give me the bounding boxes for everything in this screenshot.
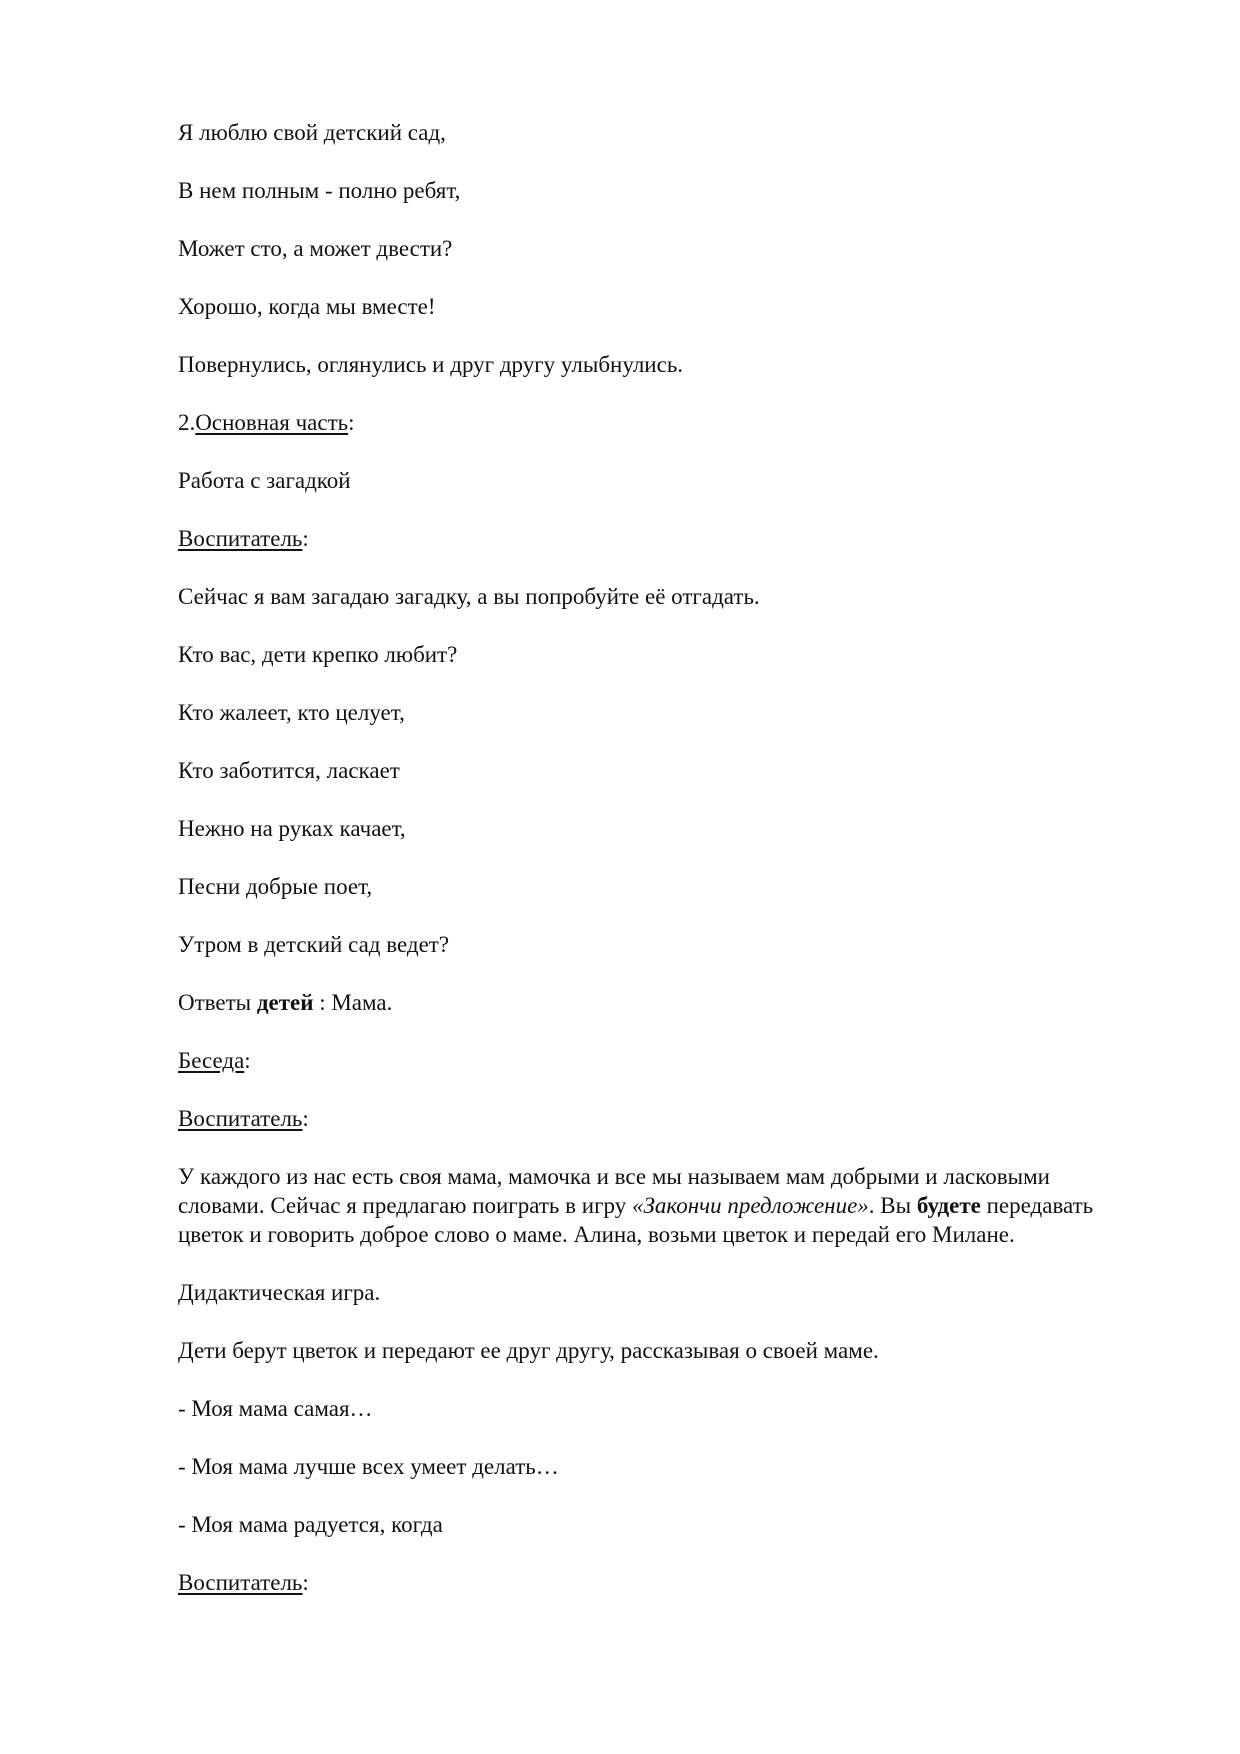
- riddle-heading: Работа с загадкой: [178, 468, 351, 493]
- prompt-line: - Моя мама лучше всех умеет делать…: [178, 1454, 559, 1479]
- poem-line: Может сто, а может двести?: [178, 236, 453, 261]
- prompt-line: - Моя мама радуется, когда: [178, 1512, 443, 1537]
- game-name: «Закончи предложение»: [631, 1193, 869, 1218]
- riddle-line: Песни добрые поет,: [178, 874, 373, 899]
- emphasis-word: будете: [916, 1193, 981, 1218]
- section-heading-main: [178, 408, 1138, 437]
- conversation-heading: Беседа:: [178, 1048, 251, 1073]
- answer-bold: детей: [256, 990, 314, 1015]
- didactic-game-heading: Дидактическая игра.: [178, 1280, 381, 1305]
- game-paragraph: У каждого из нас есть своя мама, мамочка и все мы называем мам добрыми и ласковыми словами. Сейчас я предлагаю поиграть в игру «Закончи предложение». Вы будете передавать цветок и говорить доброе слово о маме. Алина, возьми цветок и передай его Милане.: [178, 1164, 1094, 1247]
- poem-line: Хорошо, когда мы вместе!: [178, 294, 436, 319]
- children-action: Дети берут цветок и передают ее друг другу, рассказывая о своей маме.: [178, 1338, 879, 1363]
- prompt-line: - Моя мама самая…: [178, 1396, 373, 1421]
- children-answer: Ответы детей : Мама.: [178, 990, 393, 1015]
- section-number: 2.: [178, 410, 196, 435]
- conversation-title: Беседа: [178, 1048, 245, 1073]
- riddle-line: Кто вас, дети крепко любит?: [178, 642, 458, 667]
- speaker-label: Воспитатель:: [178, 1106, 309, 1131]
- poem-line: Повернулись, оглянулись и друг другу улыбнулись.: [178, 352, 684, 377]
- riddle-line: Кто заботится, ласкает: [178, 758, 400, 783]
- riddle-line: Утром в детский сад ведет?: [178, 932, 450, 957]
- speaker-label: Воспитатель:: [178, 1570, 309, 1595]
- speaker-name: Воспитатель: [178, 526, 303, 551]
- poem-line: Я люблю свой детский сад,: [178, 120, 446, 145]
- riddle-line: Кто жалеет, кто целует,: [178, 700, 405, 725]
- poem-line: В нем полным - полно ребят,: [178, 178, 461, 203]
- riddle-intro: Сейчас я вам загадаю загадку, а вы попробуйте её отгадать.: [178, 584, 760, 609]
- section-title: Основная часть: [195, 410, 349, 435]
- speaker-label: Воспитатель:: [178, 526, 309, 551]
- section-colon: :: [348, 410, 355, 435]
- riddle-line: Нежно на руках качает,: [178, 816, 406, 841]
- speaker-name: Воспитатель: [178, 1106, 303, 1131]
- speaker-name: Воспитатель: [178, 1570, 303, 1595]
- document-body: [178, 118, 1138, 1626]
